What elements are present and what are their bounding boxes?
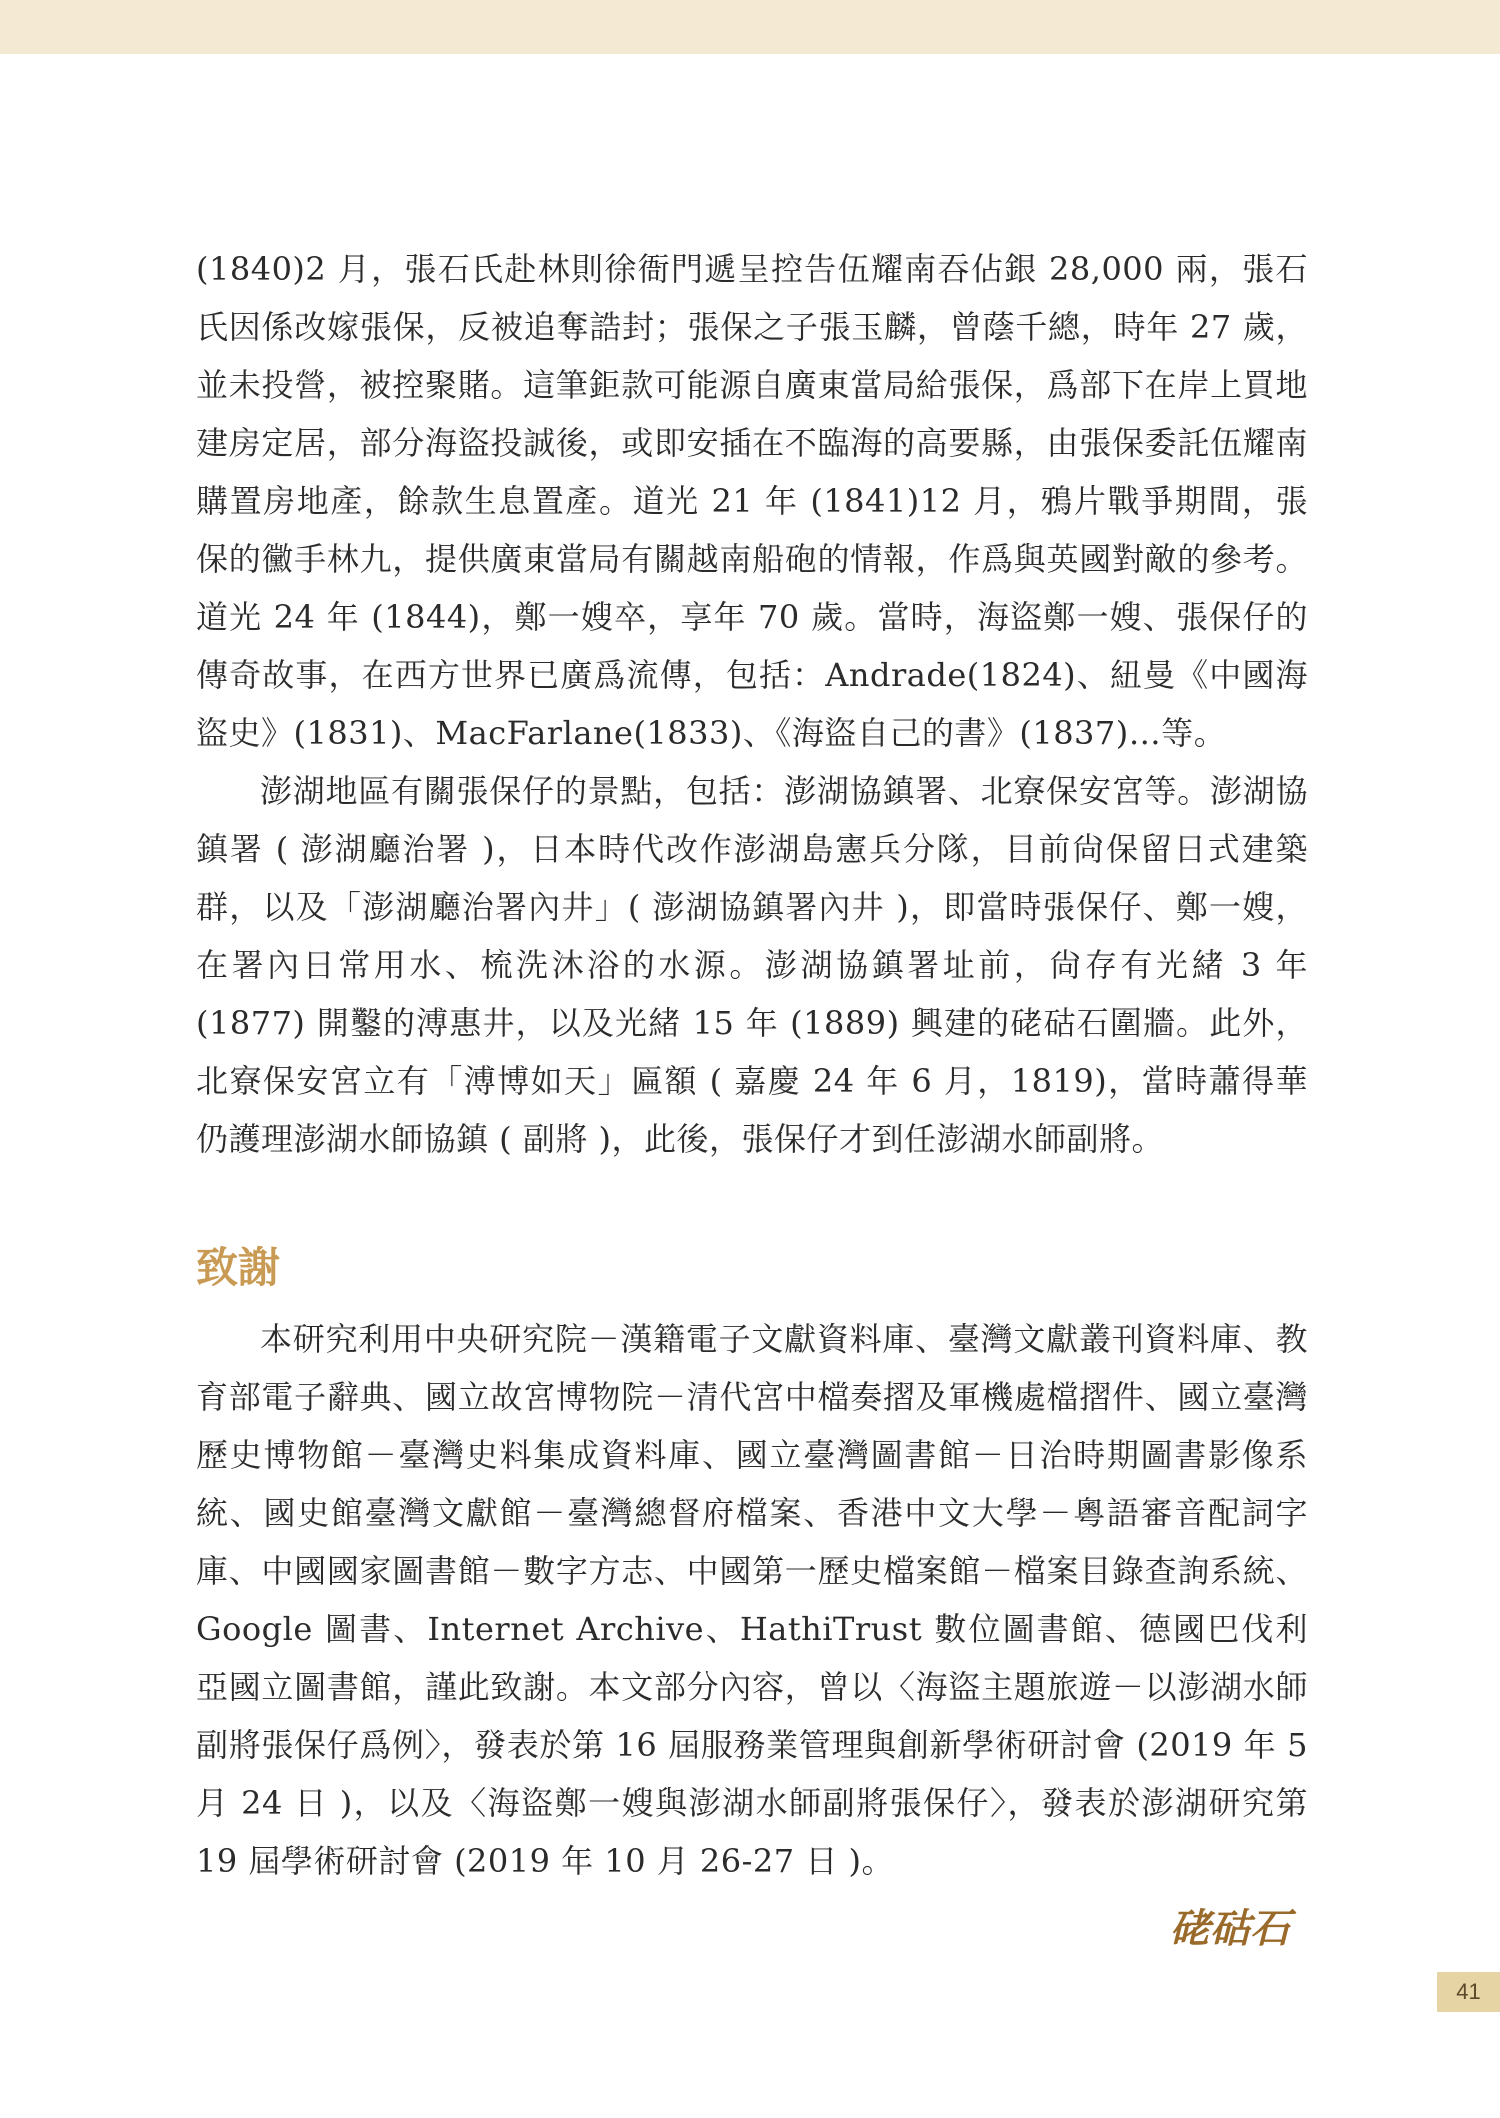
acknowledgement-heading: 致謝 [196,1243,281,1292]
magazine-logo [1168,1898,1306,1954]
magazine-logo-text: 硓𥑮石 [1170,1905,1290,1952]
top-decorative-band [0,0,1500,54]
body-paragraph-1: (1840)2 月，張石氏赴林則徐衙門遞呈控告伍耀南吞佔銀 28,000 兩，張石氏因係改嫁張保，反被追奪誥封；張保之子張玉麟，曾蔭千總，時年 27 歲，並未投營，被控聚賭。這筆鉅款可能源自廣東當局給張保，爲部下在岸上買地建房定居，部分海盜投誠後，或即安插在不臨海的高要縣，由張保委託伍耀南購置房地產，餘款生息置產。道光 21 年 (1841)12 月，鴉片戰爭期間，張保的黴手林九，提供廣東當局有關越南船砲的情報，作爲與英國對敵的參考。道光 24 年 (1844)，鄭一嫂卒，享年 70 歲。當時，海盜鄭一嫂、張保仔的傳奇故事，在西方世界已廣爲流傳，包括：Andrade(1824)、紐曼《中國海盜史》(1831)、MacFarlane(1833)、《海盜自己的書》(1837)…等。 [196,250,1308,752]
acknowledgement-paragraph: 本研究利用中央研究院－漢籍電子文獻資料庫、臺灣文獻叢刊資料庫、教育部電子辭典、國立故宮博物院－清代宮中檔奏摺及軍機處檔摺件、國立臺灣歷史博物館－臺灣史料集成資料庫、國立臺灣圖書館－日治時期圖書影像系統、國史館臺灣文獻館－臺灣總督府檔案、香港中文大學－粵語審音配詞字庫、中國國家圖書館－數字方志、中國第一歷史檔案館－檔案目錄查詢系統、Google 圖書、Internet Archive、HathiTrust 數位圖書館、德國巴伐利亞國立圖書館，謹此致謝。本文部分內容，曾以〈海盜主題旅遊－以澎湖水師副將張保仔爲例〉，發表於第 16 屆服務業管理與創新學術研討會 (2019 年 5 月 24 日 )，以及〈海盜鄭一嫂與澎湖水師副將張保仔〉，發表於澎湖研究第 19 屆學術研討會 (2019 年 10 月 26-27 日 )。 [196,1320,1308,1880]
body-paragraph-2: 澎湖地區有關張保仔的景點，包括：澎湖協鎮署、北寮保安宮等。澎湖協鎮署 ( 澎湖廳治署 )，日本時代改作澎湖島憲兵分隊，目前尙保留日式建築群，以及「澎湖廳治署內井」( 澎湖協鎮署內井 )，即當時張保仔、鄭一嫂，在署內日常用水、梳洗沐浴的水源。澎湖協鎮署址前，尙存有光緒 3 年 (1877) 開鑿的溥惠井，以及光緒 15 年 (1889) 興建的硓𥑮石圍牆。此外，北寮保安宮立有「溥博如天」匾額 ( 嘉慶 24 年 6 月，1819)，當時蕭得華仍護理澎湖水師協鎮 ( 副將 )，此後，張保仔才到任澎湖水師副將。 [196,772,1308,1158]
acknowledgement-section [196,1310,1308,1890]
page-number-tab [1437,1972,1500,2012]
body-text [196,240,1308,1168]
page-number: 41 [1456,1979,1481,2004]
